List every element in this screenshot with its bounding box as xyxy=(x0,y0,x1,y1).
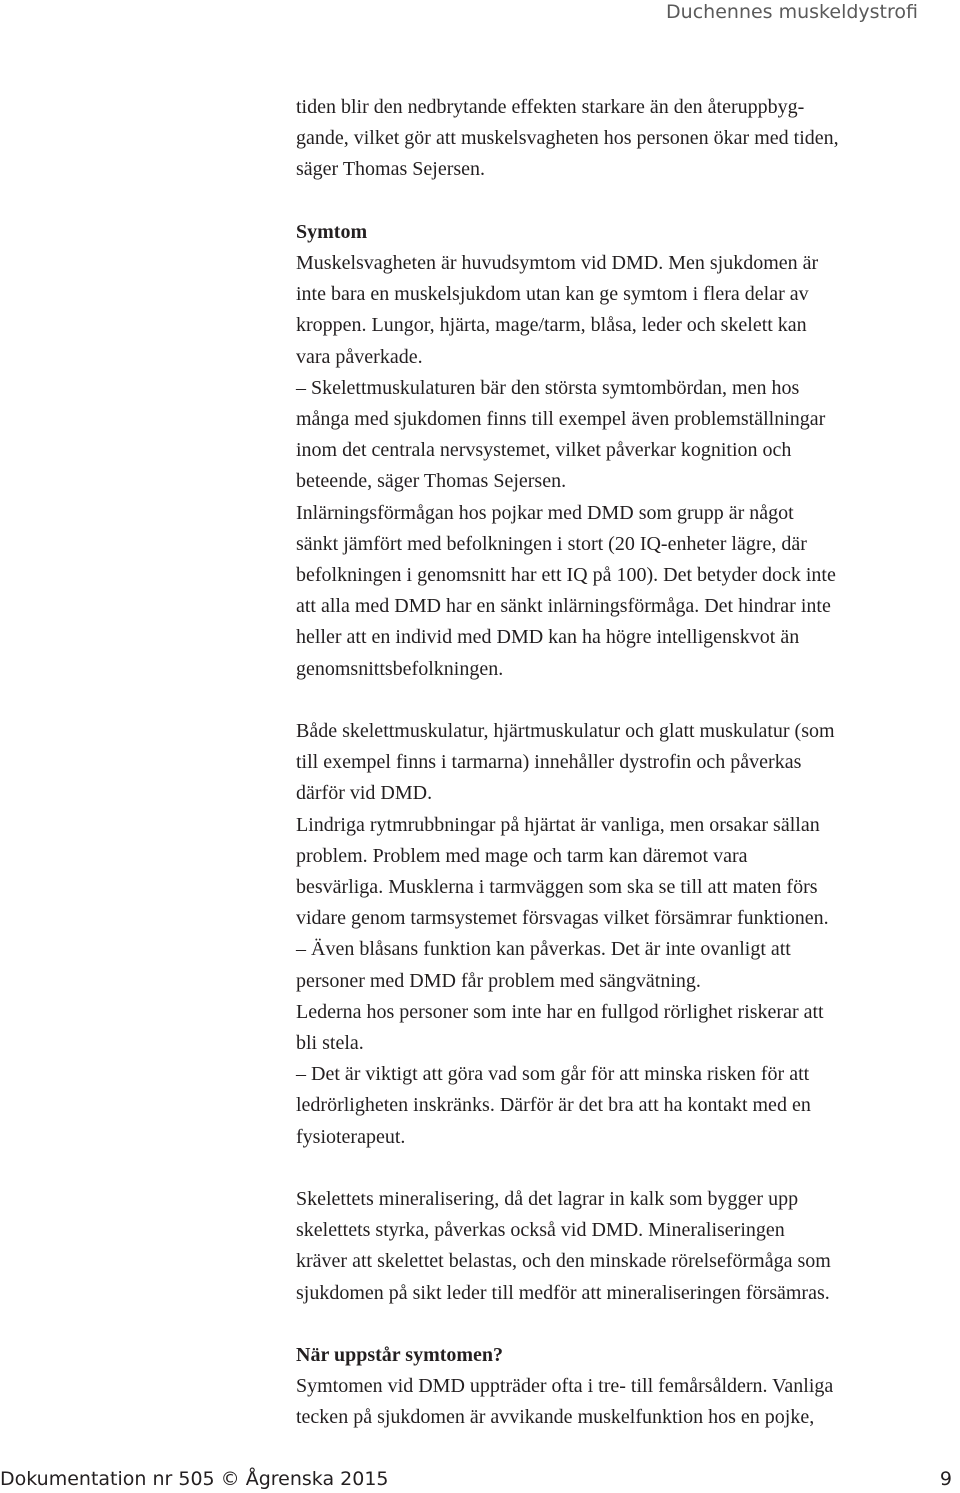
paragraph-symtom-intro: Muskelsvagheten är huvudsymtom vid DMD. Men sjukdomen är inte bara en muskelsjukdom utan kan ge symtom i flera delar av kroppen. Lungor, hjärta, mage/tarm, blåsa, leder och skelett kan vara påverkade. xyxy=(296,252,819,368)
section-heading-nar: När uppstår symtomen? xyxy=(296,1344,504,1367)
paragraph-quote-fysio: – Det är viktigt att göra vad som går för att minska risken för att ledrörligheten inskränks. Därför är det bra att ha kontakt med en fysioterapeut. xyxy=(296,1063,811,1148)
paragraph-quote-blasa: – Även blåsans funktion kan påverkas. Det är inte ovanligt att personer med DMD får problem med sängvätning. xyxy=(296,938,791,992)
paragraph-quote-skelett: – Skelettmuskulaturen bär den största symtombördan, men hos många med sjukdomen finns till exempel även problemställningar inom det centrala nervsystemet, vilket påverkar kognition och beteende, säger Thomas Sejersen. xyxy=(296,376,826,493)
paragraph-muskulatur: Både skelettmuskulatur, hjärtmuskulatur och glatt muskulatur (som till exempel finns i tarmarna) innehåller dystrofin och påverkas därför vid DMD. xyxy=(296,720,835,805)
paragraph-gap xyxy=(296,186,936,217)
paragraph-mineralisering: Skelettets mineralisering, då det lagrar in kalk som bygger upp skelettets styrka, påverkas också vid DMD. Mineraliseringen kräver att skelettet belastas, och den minskade rörelseförmåga som sjukdomen på sikt leder till medför att mineraliseringen försämras. xyxy=(296,1188,831,1304)
paragraph-symtom-alder: Symtomen vid DMD uppträder ofta i tre- till femårsåldern. Vanliga tecken på sjukdomen är avvikande muskelfunktion hos en pojke, xyxy=(296,1375,834,1429)
paragraph-continuation: tiden blir den nedbrytande effekten starkare än den återuppbyg- gande, vilket gör att muskelsvagheten hos personen ökar med tiden, säger Thomas Sejersen. xyxy=(296,96,839,181)
article-body xyxy=(296,92,936,1434)
paragraph-gap xyxy=(296,1153,936,1184)
paragraph-leder: Lederna hos personer som inte har en fullgod rörlighet riskerar att bli stela. xyxy=(296,1000,824,1055)
paragraph-gap xyxy=(296,685,936,716)
paragraph-rytm: Lindriga rytmrubbningar på hjärtat är vanliga, men orsakar sällan problem. Problem med mage och tarm kan däremot vara besvärliga. Musklerna i tarmväggen som ska se till att maten förs vidare genom tarmsystemet försvagas vilket försämrar funktionen. xyxy=(296,813,829,930)
page-number: 9 xyxy=(939,1468,952,1490)
footer-publication: Dokumentation nr 505 © Ågrenska 2015 xyxy=(0,1468,389,1490)
paragraph-gap xyxy=(296,1309,936,1340)
paragraph-inlarning: Inlärningsförmågan hos pojkar med DMD som grupp är något sänkt jämfört med befolkningen i stort (20 IQ-enheter lägre, där befolkningen i genomsnitt har ett IQ på 100). Det betyder dock inte att alla med DMD har en sänkt inlärningsförmåga. Det hindrar inte heller att en individ med DMD kan ha högre intelligenskvot än genomsnittsbefolkningen. xyxy=(296,501,836,680)
section-heading-symtom: Symtom xyxy=(296,220,368,243)
running-header: Duchennes muskeldystrofi xyxy=(666,1,918,23)
